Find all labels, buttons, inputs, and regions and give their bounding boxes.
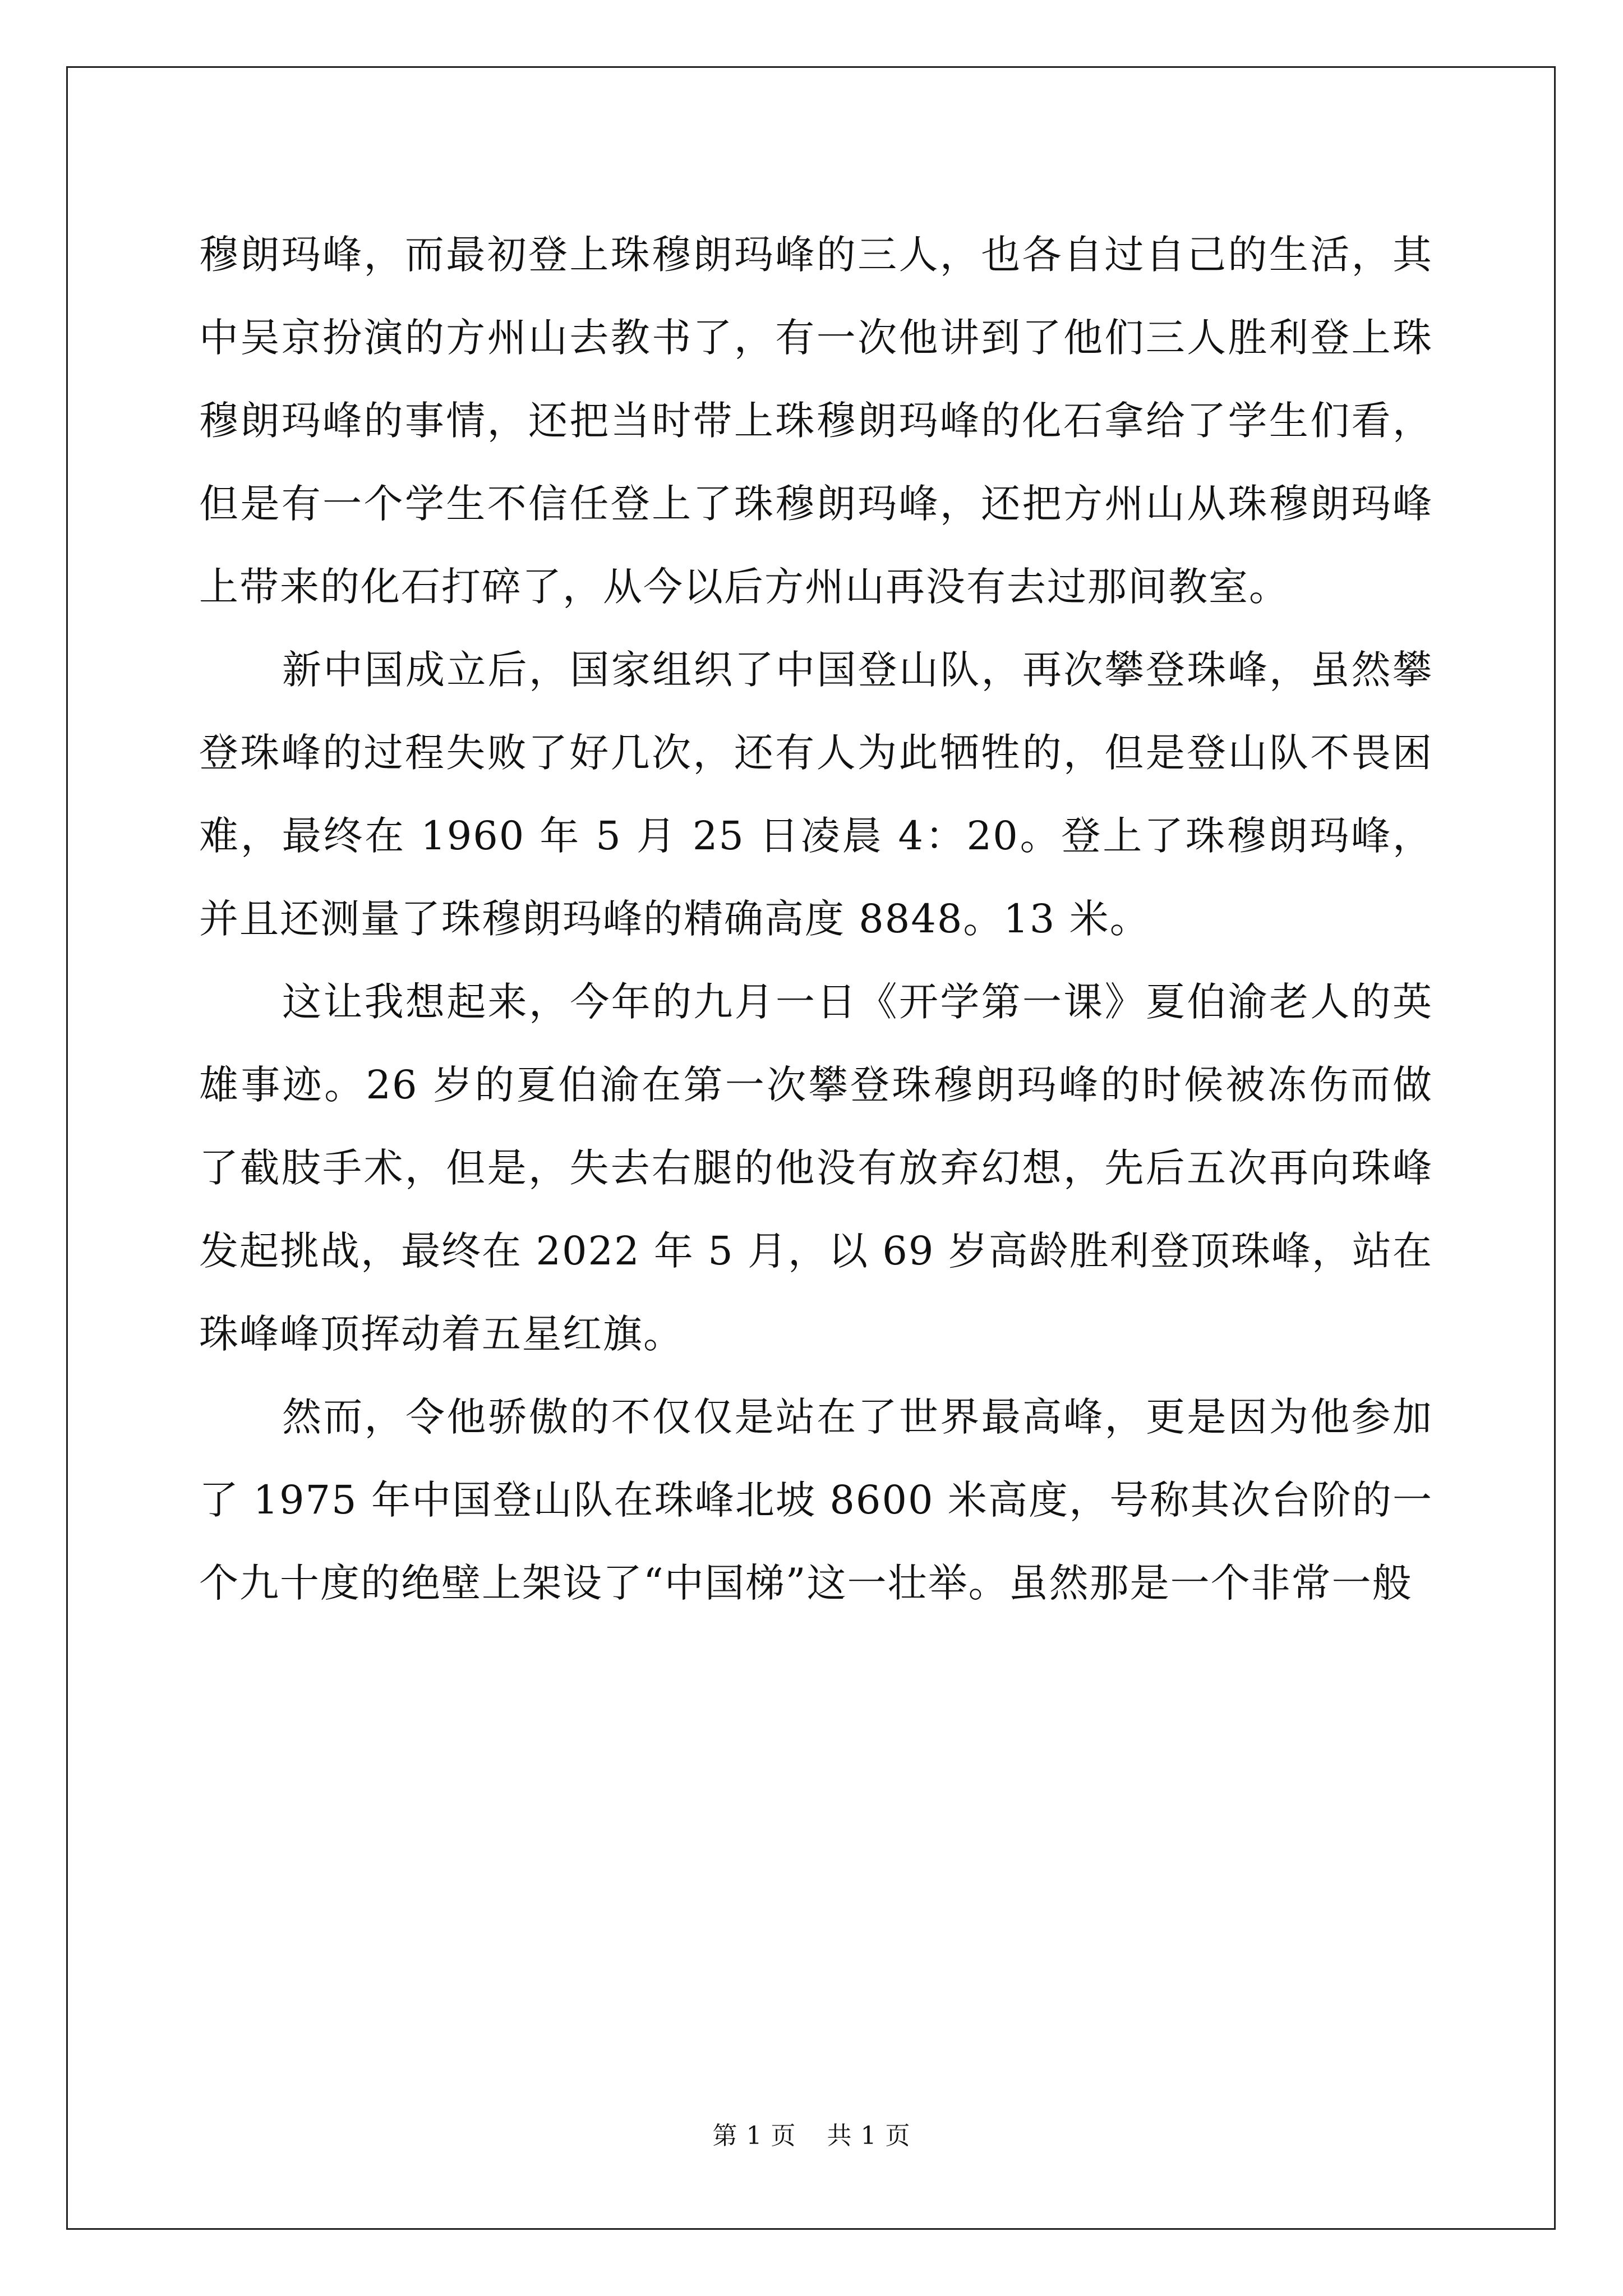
page-footer [0,2119,1623,2153]
document-body [199,213,1433,1625]
page-total: 共 1 页 [827,2122,911,2150]
page-number: 第 1 页 [712,2122,796,2150]
paragraph-3: 这让我想起来，今年的九月一日《开学第一课》夏伯渝老人的英雄事迹。26 岁的夏伯渝在第一次攀登珠穆朗玛峰的时候被冻伤而做了截肢手术，但是，失去右腿的他没有放弃幻想，先后五次再向珠峰发起挑战，最终在 2022 年 5 月，以 69 岁高龄胜利登顶珠峰，站在珠峰峰顶挥动着五星红旗。 [199,979,1433,1357]
paragraph-1: 穆朗玛峰，而最初登上珠穆朗玛峰的三人，也各自过自己的生活，其中吴京扮演的方州山去教书了，有一次他讲到了他们三人胜利登上珠穆朗玛峰的事情，还把当时带上珠穆朗玛峰的化石拿给了学生们看，但是有一个学生不信任登上了珠穆朗玛峰，还把方州山从珠穆朗玛峰上带来的化石打碎了，从今以后方州山再没有去过那间教室。 [199,232,1433,610]
paragraph-4: 然而，令他骄傲的不仅仅是站在了世界最高峰，更是因为他参加了 1975 年中国登山队在珠峰北坡 8600 米高度，号称其次台阶的一个九十度的绝壁上架设了“中国梯”这一壮举。虽然那是一个非常一般 [199,1394,1433,1606]
paragraph-2: 新中国成立后，国家组织了中国登山队，再次攀登珠峰，虽然攀登珠峰的过程失败了好几次，还有人为此牺牲的，但是登山队不畏困难，最终在 1960 年 5 月 25 日凌晨 4：20。登上了珠穆朗玛峰，并且还测量了珠穆朗玛峰的精确高度 8848。13 米。 [199,647,1433,942]
